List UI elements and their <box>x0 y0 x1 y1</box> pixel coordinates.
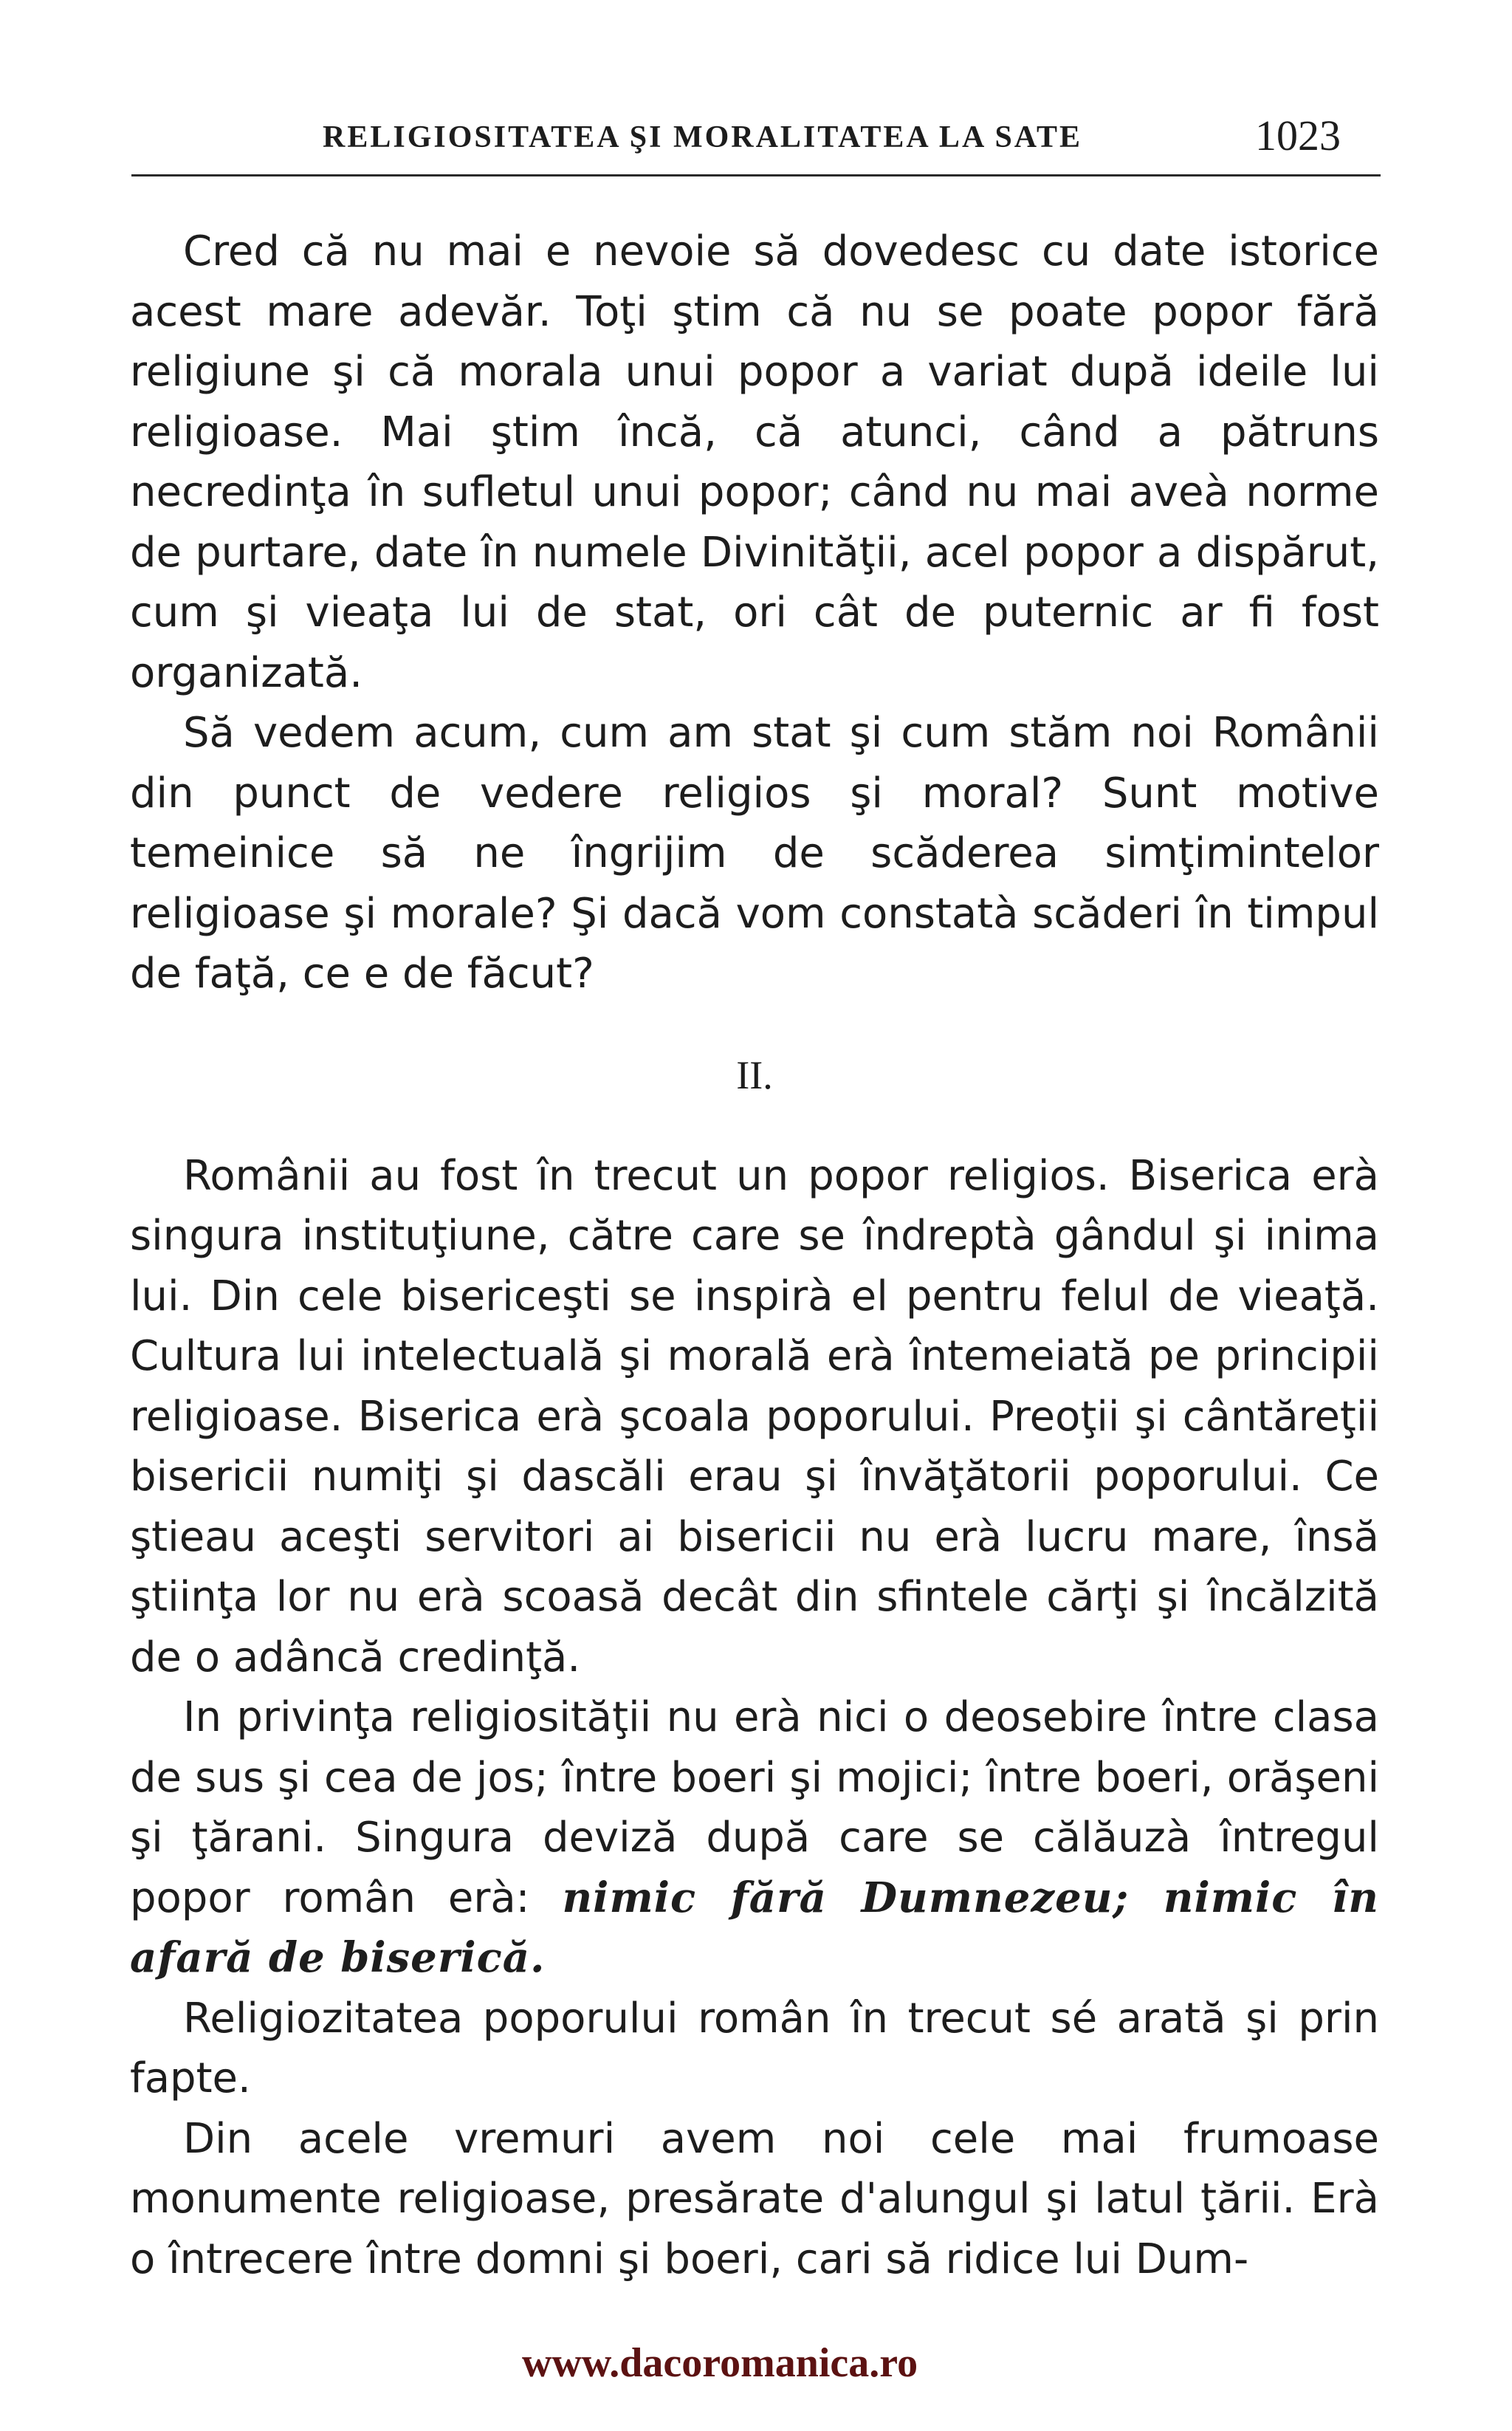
header-rule <box>131 174 1381 176</box>
motto-italic: nimic fără Dumnezeu; nimic în afară de biserică. <box>130 1873 1379 1982</box>
paragraph-3: Românii au fost în trecut un popor religios. Biserica erà singura instituţiune, către care se îndreptà gândul şi inima lui. Din cele bisericeşti se inspirà el pentru felul de vieaţă. Cultura lui intelectuală şi morală erà întemeiată pe principii religioase. Biserica erà şcoala poporului. Preoţii şi cântăreţii bisericii numiţi şi dascăli erau şi învăţătorii poporului. Ce ştieau aceşti servitori ai bisericii nu erà lucru mare, însă ştiinţa lor nu erà scoasă decât din sfintele cărţi şi încălzită de o adâncă credinţă. <box>130 1151 1379 1681</box>
section-heading: II. <box>736 1052 773 1097</box>
paragraph-6: Din acele vremuri avem noi cele mai frumoase monumente religioase, presărate d'alungul şi latul ţării. Erà o întrecere între domni şi boeri, cari să ridice lui Dum- <box>130 2114 1379 2283</box>
body-text <box>130 222 1379 2289</box>
paragraph-1: Cred că nu mai e nevoie să dovedesc cu date istorice acest mare adevăr. Toţi ştim că nu se poate popor fără religiune şi că morala unui popor a variat după ideile lui religioase. Mai ştim încă, că atunci, când a pătruns necredinţa în sufletul unui popor; când nu mai aveà norme de purtare, date în numele Divinităţii, acel popor a dispărut, cum şi vieaţa lui de stat, ori cât de puternic ar fi fost organizată. <box>130 227 1379 697</box>
paragraph-2: Să vedem acum, cum am stat şi cum stăm noi Românii din punct de vedere religios şi moral? Sunt motive temeinice să ne îngrijim de scăderea simţimintelor religioase şi morale? Şi dacă vom constatà scăderi în timpul de faţă, ce e de făcut? <box>130 709 1379 998</box>
watermark-url: www.dacoromanica.ro <box>522 2340 918 2386</box>
running-head-title: RELIGIOSITATEA ŞI MORALITATEA LA SATE <box>323 120 1083 154</box>
page-number: 1023 <box>1255 112 1341 160</box>
paragraph-4-text: In privinţa religiosităţii nu erà nici o deosebire între clasa de sus şi cea de jos; între boeri şi mojici; între boeri, orăşeni şi ţărani. Singura deviză după care se călăuzà întregul popor român erà: <box>130 1693 1379 1922</box>
paragraph-4 <box>130 1687 1379 1989</box>
paragraph-5: Religiozitatea poporului român în trecut sé arată şi prin fapte. <box>130 1994 1379 2102</box>
